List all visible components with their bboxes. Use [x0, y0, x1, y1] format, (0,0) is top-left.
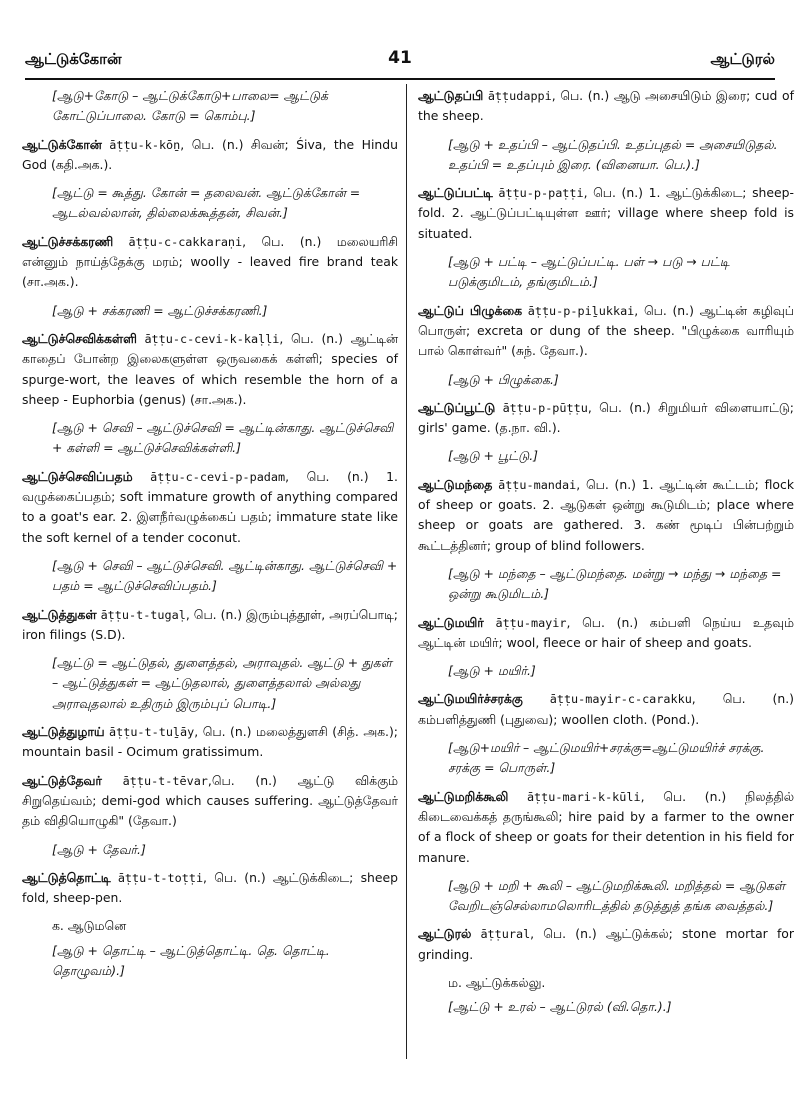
dictionary-entry [22, 135, 398, 176]
headword: ஆட்டுமந்தை [418, 476, 493, 492]
definition: , பெ. (n.) கம்பளித்துணி (புதுவை); woollen cloth. (Pond.). [418, 691, 794, 727]
dictionary-entry [418, 301, 794, 362]
headword: ஆட்டுப் பிழுக்கை [418, 302, 523, 318]
transliteration: āṭṭu-mayir-c-carakku [549, 692, 692, 707]
headword: ஆட்டுச்சக்கரணி [22, 233, 113, 249]
definition: , பெ. (n.) நிலத்தில் கிடைவைக்கத் தருங்கூலி; hire paid by a farmer to the owner of a flock of sheep or goats for their detention in his field for manure. [418, 788, 794, 865]
transliteration: āṭṭu-t-toṭṭi [117, 870, 204, 885]
etymology-note: [ஆடு + செவி – ஆட்டுச்செவி = ஆட்டின்காது. ஆட்டுச்செவி + கள்ளி = ஆட்டுச்செவிக்கள்ளி.] [52, 420, 394, 456]
page-header [25, 48, 775, 80]
headword: ஆட்டுத்தேவர் [22, 772, 102, 788]
headword: ஆட்டுப்பூட்டு [418, 399, 496, 415]
transliteration: āṭṭu-mari-k-kūli [526, 789, 641, 804]
etymology-note: [ஆடு+மயிர் – ஆட்டுமயிர்+சரக்கு=ஆட்டுமயிர்ச் சரக்கு. சரக்கு = பொருள்.] [448, 740, 765, 776]
dictionary-entry [418, 475, 794, 556]
etymology-note: [ஆடு + உதப்பி – ஆட்டுதப்பி. உதப்புதல் = அசையிடுதல். உதப்பி = உதப்பும் இரை. (வினையா. பெ.).] [448, 136, 778, 172]
etymology-note: [ஆடு + பூட்டு.] [448, 448, 538, 464]
column-divider [406, 84, 407, 1059]
cognate-note: ம. ஆட்டுக்கல்லு. [448, 974, 546, 990]
definition: , பெ. (n.) 1. ஆட்டின் கூட்டம்; flock of sheep or goats. 2. ஆடுகள் ஒன்று கூடுமிடம்; place where sheep or goats are gathered. 3. கண் மூடிப் பின்பற்றும் கூட்டத்தினர்; group of blind followers. [418, 476, 794, 553]
definition: , பெ. (n.) சிறுமியர் விளையாட்டு; girls' game. (த.நா. வி.). [418, 399, 794, 436]
etymology-note: [ஆடு + செவி – ஆட்டுச்செவி. ஆட்டின்காது. ஆட்டுச்செவி + பதம் = ஆட்டுச்செவிப்பதம்.] [52, 557, 398, 594]
headword: ஆட்டுத்துகள் [22, 606, 97, 622]
transliteration: āṭṭu-k-kōṉ [109, 137, 181, 152]
etymology-note: [ஆடு + தேவர்.] [52, 841, 146, 857]
headword: ஆட்டுமயிர்ச்சரக்கு [418, 691, 523, 707]
etymology-note: [ஆடு+கோடு – ஆட்டுக்கோடு+பாலை= ஆட்டுக் கோட்டுப்பாலை. கோடு = கொம்பு.] [52, 88, 328, 124]
dictionary-entry [418, 86, 794, 127]
page-number: 41 [388, 48, 412, 68]
dictionary-entry [418, 613, 794, 654]
headword: ஆட்டுத்துழாய் [22, 724, 105, 740]
etymology-note: [ஆடு + தொட்டி – ஆட்டுத்தொட்டி. தெ. தொட்டி. தொழுவம்).] [52, 942, 330, 978]
definition: , பெ. (n.) ஆடு அசையிடும் இரை; cud of the sheep. [418, 88, 794, 124]
definition: , பெ. (n.) மலையரிசி என்னும் நாய்த்தேக்கு மரம்; woolly - leaved fire brand teak (சா.அக.). [22, 233, 398, 290]
transliteration: āṭṭu-t-tēvar [122, 773, 208, 788]
transliteration: āṭṭu-mayir [495, 615, 567, 630]
dictionary-entry [418, 787, 794, 868]
definition: , பெ. (n.) மலைத்துளசி (சித். அக.); mountain basil - Ocimum gratissimum. [22, 724, 398, 760]
transliteration: āṭṭudappi [487, 89, 552, 103]
dictionary-entry [22, 722, 398, 763]
transliteration: āṭṭu-p-piḻukkai [527, 303, 635, 318]
dictionary-entry [418, 924, 794, 965]
transliteration: āṭṭu-p-pūṭṭu [502, 400, 588, 415]
transliteration: āṭṭu-mandai [498, 477, 577, 492]
definition: , பெ. (n.) இரும்புத்தூள், அரப்பொடி; iron filings (S.D). [22, 606, 398, 642]
definition: , பெ. (n.) ஆட்டுக்கிடை; sheep fold, sheep-pen. [22, 869, 398, 906]
transliteration: āṭṭu-p-paṭṭi [498, 186, 584, 201]
dictionary-entry [22, 467, 398, 548]
header-right-guide-word: ஆட்டுரல் [710, 50, 775, 68]
definition: , பெ. (n.) ஆட்டின் கழிவுப் பொருள்; excreta or dung of the sheep. "பிழுக்கை வாரியும் பால் கொள்வர்" (சுந். தேவா.). [418, 302, 794, 359]
etymology-note: [ஆடு + பட்டி – ஆட்டுப்பட்டி. பள் → படு → பட்டி படுக்குமிடம், தங்குமிடம்.] [448, 254, 730, 290]
headword: ஆட்டுமயிர் [418, 614, 484, 630]
headword: ஆட்டுமறிக்கூலி [418, 788, 509, 804]
dictionary-entry [418, 183, 794, 244]
headword: ஆட்டுத்தொட்டி [22, 869, 111, 885]
left-column [22, 86, 398, 989]
dictionary-entry [22, 329, 398, 410]
dictionary-entry [22, 868, 398, 909]
definition: , பெ. (n.) கம்பளி நெய்ய உதவும் ஆட்டின் மயிர்; wool, fleece or hair of sheep and goats. [418, 614, 794, 650]
dictionary-entry [22, 232, 398, 293]
definition: , பெ. (n.) சிவன்; Śiva, the Hindu God (கதி.அக.). [22, 136, 398, 172]
right-column [418, 86, 794, 1026]
headword: ஆட்டுரல் [418, 926, 472, 942]
definition: , பெ. (n.) 1. ஆட்டுக்கிடை; sheep-fold. 2. ஆட்டுப்பட்டியுள்ள ஊர்; village where sheep fold is situated. [418, 185, 794, 241]
etymology-note: [ஆடு + மந்தை – ஆட்டுமந்தை. மன்று → மந்து → மந்தை = ஒன்று கூடுமிடம்.] [448, 565, 782, 602]
etymology-note: [ஆடு + மயிர்.] [448, 663, 536, 679]
transliteration: āṭṭu-t-tugaḷ [100, 607, 186, 622]
etymology-note: [ஆடு + சக்கரணி = ஆட்டுச்சக்கரணி.] [52, 302, 268, 318]
dictionary-entry [22, 771, 398, 832]
definition: ,பெ. (n.) ஆட்டு விக்கும் சிறுதெய்வம்; demi-god which causes suffering. ஆட்டுத்தேவர் தம் விதியொழுகி" (தேவா.) [22, 772, 398, 829]
headword: ஆட்டுக்கோன் [22, 136, 102, 152]
header-left-guide-word: ஆட்டுக்கோன் [25, 50, 122, 68]
etymology-note: [ஆடு + பிழுக்கை.] [448, 371, 559, 387]
etymology-note: [ஆட்டு = ஆட்டுதல், துளைத்தல், அராவுதல். ஆட்டு + துகள் – ஆட்டுத்துகள் = ஆட்டுதலால், துளைத்தலால் அல்லது அராவுதலால் உதிரும் இரும்புப் பொடி.] [52, 655, 392, 711]
dictionary-entry [418, 689, 794, 730]
etymology-note: [ஆட்டு = கூத்து. கோன் = தலைவன். ஆட்டுக்கோன் = ஆடல்வல்லான், தில்லைக்கூத்தன், சிவன்.] [52, 185, 361, 221]
definition: , பெ. (n.) ஆட்டுக்கல்; stone mortar for grinding. [418, 926, 794, 962]
headword: ஆட்டுதப்பி [418, 88, 484, 103]
headword: ஆட்டுச்செவிக்கள்ளி [22, 330, 137, 346]
dictionary-entry [22, 605, 398, 646]
transliteration: āṭṭu-t-tuḻāy [109, 725, 195, 740]
headword: ஆட்டுச்செவிப்பதம் [22, 468, 133, 484]
dictionary-entry [418, 398, 794, 439]
headword: ஆட்டுப்பட்டி [418, 185, 493, 201]
definition: , பெ. (n.) 1. வழுக்கைப்பதம்; soft immature growth of anything compared to a goat's ear. 2. இளநீர்வழுக்கைப் பதம்; immature state like the soft kernel of a tender coconut. [22, 468, 398, 545]
definition: , பெ. (n.) ஆட்டின் காதைப் போன்ற இலைகளுள்ள ஒருவகைக் கள்ளி; species of spurge-wort, the leaves of which resemble the horn of a sheep - Euphorbia (genus) (சா.அக.). [22, 330, 398, 407]
transliteration: āṭṭural [480, 927, 531, 942]
etymology-note: [ஆட்டு + உரல் – ஆட்டுரல் (வி.தொ.).] [448, 999, 672, 1015]
transliteration: āṭṭu-c-cakkaraṇi [128, 234, 243, 249]
etymology-note: [ஆடு + மறி + கூலி – ஆட்டுமறிக்கூலி. மறித்தல் = ஆடுகள் வேறிடஞ்செல்லாமலொரிடத்தில் தடுத்துத் தங்க வைத்தல்.] [448, 877, 786, 914]
transliteration: āṭṭu-c-cevi-p-padam [150, 469, 286, 484]
transliteration: āṭṭu-c-cevi-k-kaḷḷi [144, 331, 280, 346]
cognate-note: க. ஆடுமனெ [52, 918, 127, 934]
